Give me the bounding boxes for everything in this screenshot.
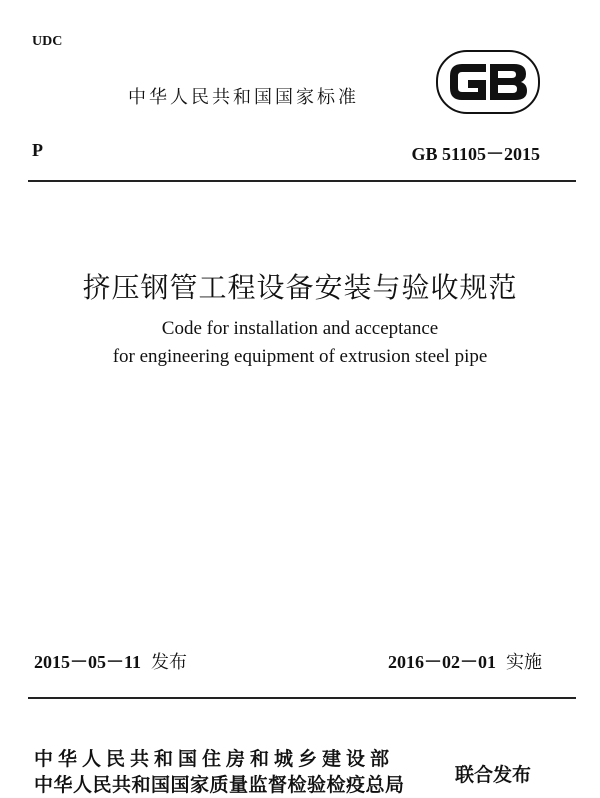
implement-date: 2016－02－01 bbox=[388, 652, 496, 672]
issue-date-block bbox=[34, 648, 187, 674]
issuer-quality-supervision: 中华人民共和国国家质量监督检验检疫总局 bbox=[34, 774, 405, 796]
udc-label: UDC bbox=[32, 34, 63, 49]
issuer-ministry-housing: 中华人民共和国住房和城乡建设部 bbox=[34, 748, 395, 770]
joint-issue-label: 联合发布 bbox=[455, 764, 532, 786]
gb-logo bbox=[436, 50, 540, 114]
implement-date-block bbox=[388, 648, 542, 674]
standard-number: GB 51105－2015 bbox=[411, 144, 540, 164]
issue-date: 2015－05－11 bbox=[34, 652, 142, 672]
top-divider bbox=[28, 180, 576, 182]
title-english-line1: Code for installation and acceptance bbox=[161, 318, 439, 339]
implement-label: 实施 bbox=[506, 652, 542, 673]
bottom-divider bbox=[28, 697, 576, 699]
issue-label: 发布 bbox=[151, 652, 188, 673]
gb-logo-g-shape bbox=[450, 64, 486, 100]
title-english-line2: for engineering equipment of extrusion steel pipe bbox=[112, 346, 488, 367]
title-chinese: 挤压钢管工程设备安装与验收规范 bbox=[82, 271, 518, 304]
national-standard-heading: 中华人民共和国国家标准 bbox=[128, 87, 359, 108]
category-code: P bbox=[32, 140, 43, 160]
